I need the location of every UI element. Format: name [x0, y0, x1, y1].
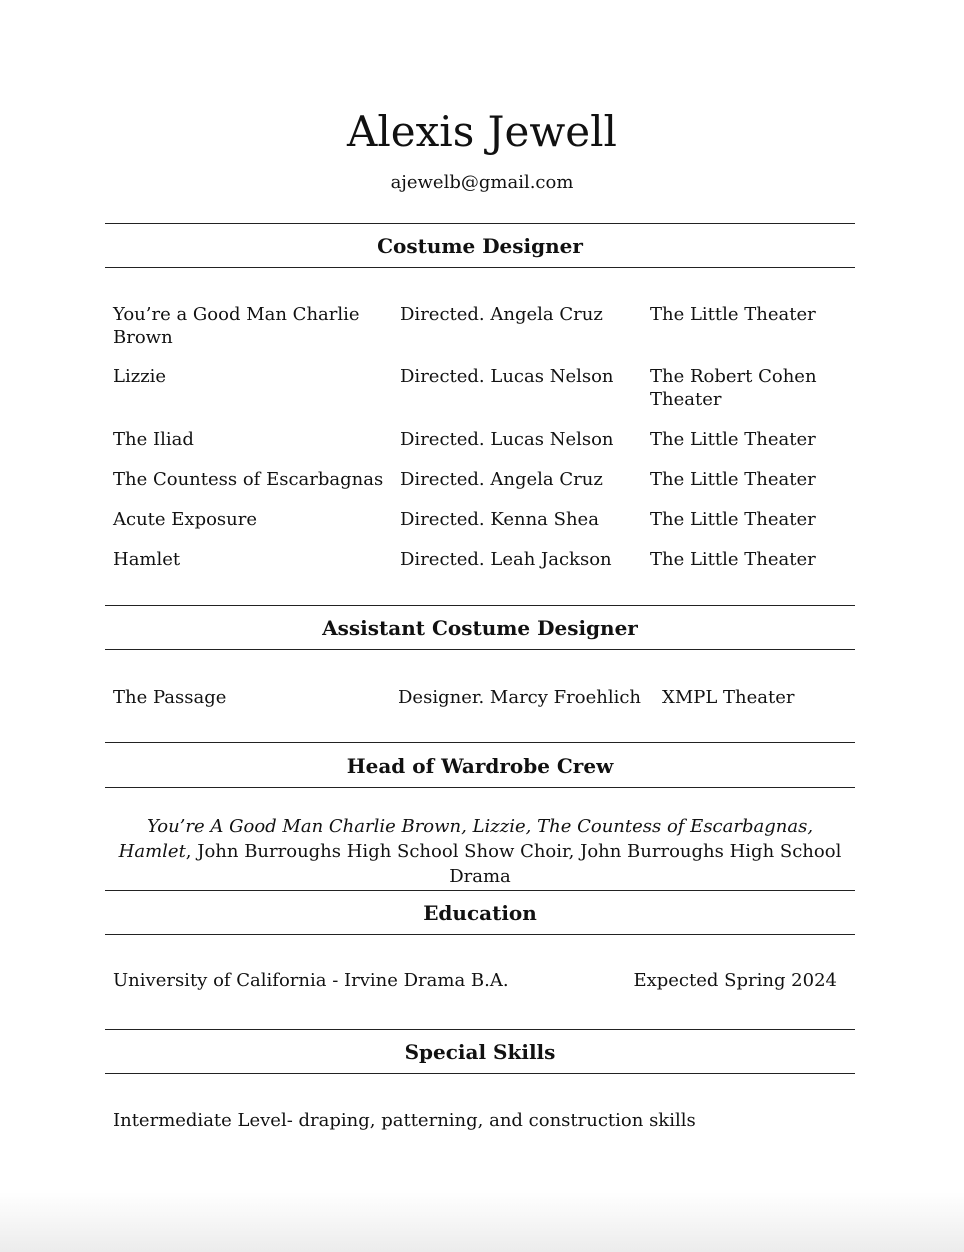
credit-director: Directed. Leah Jackson: [400, 549, 612, 570]
section-title-special-skills: Special Skills: [404, 1040, 556, 1064]
resume-name: Alexis Jewell: [346, 107, 617, 156]
credit-venue: The Little Theater: [650, 304, 816, 325]
credit-director: Directed. Lucas Nelson: [400, 429, 614, 450]
credit-director: Directed. Kenna Shea: [400, 509, 599, 530]
credit-designer: Designer. Marcy Froehlich: [398, 687, 642, 708]
credit-venue: XMPL Theater: [662, 687, 795, 708]
credit-show: Hamlet: [113, 549, 181, 570]
section-title-assistant-costume-designer: Assistant Costume Designer: [322, 616, 638, 640]
section-divider: [105, 1029, 855, 1030]
credit-venue: The Robert Cohen Theater: [650, 366, 817, 410]
credit-show: Acute Exposure: [113, 509, 258, 530]
wardrobe-shows-italic: You’re A Good Man Charlie Brown, Lizzie, The Countess of Escarbagnas, Hamlet: [118, 816, 814, 862]
credit-director: Directed. Lucas Nelson: [400, 366, 614, 387]
section-divider: [105, 787, 855, 788]
section-title-head-of-wardrobe: Head of Wardrobe Crew: [346, 754, 614, 778]
credit-show: The Countess of Escarbagnas: [113, 469, 384, 490]
section-title-costume-designer: Costume Designer: [377, 234, 583, 258]
wardrobe-other-credits: , John Burroughs High School Show Choir, John Burroughs High School Drama: [185, 841, 842, 887]
section-divider: [105, 1073, 855, 1074]
section-divider: [105, 223, 855, 224]
credit-director: Directed. Angela Cruz: [400, 304, 603, 325]
education-date: Expected Spring 2024: [633, 970, 837, 991]
section-divider: [105, 742, 855, 743]
section-divider: [105, 267, 855, 268]
credit-director: Directed. Angela Cruz: [400, 469, 603, 490]
credit-venue: The Little Theater: [650, 509, 816, 530]
education-degree: University of California - Irvine Drama B.A.: [113, 970, 509, 991]
section-title-education: Education: [423, 901, 537, 925]
contact-email: ajewelb@gmail.com: [390, 172, 574, 193]
page-bottom-shadow: [0, 1192, 964, 1252]
credit-show: Lizzie: [113, 366, 167, 387]
section-divider: [105, 649, 855, 650]
credit-venue: The Little Theater: [650, 469, 816, 490]
wardrobe-credits: [113, 814, 847, 889]
credit-venue: The Little Theater: [650, 549, 816, 570]
section-divider: [105, 890, 855, 891]
section-divider: [105, 605, 855, 606]
credit-show: The Iliad: [113, 429, 194, 450]
special-skills-text: Intermediate Level- draping, patterning, and construction skills: [113, 1110, 696, 1131]
section-divider: [105, 934, 855, 935]
credit-venue: The Little Theater: [650, 429, 816, 450]
credit-show: You’re a Good Man Charlie Brown: [113, 304, 360, 348]
credit-show: The Passage: [113, 687, 227, 708]
